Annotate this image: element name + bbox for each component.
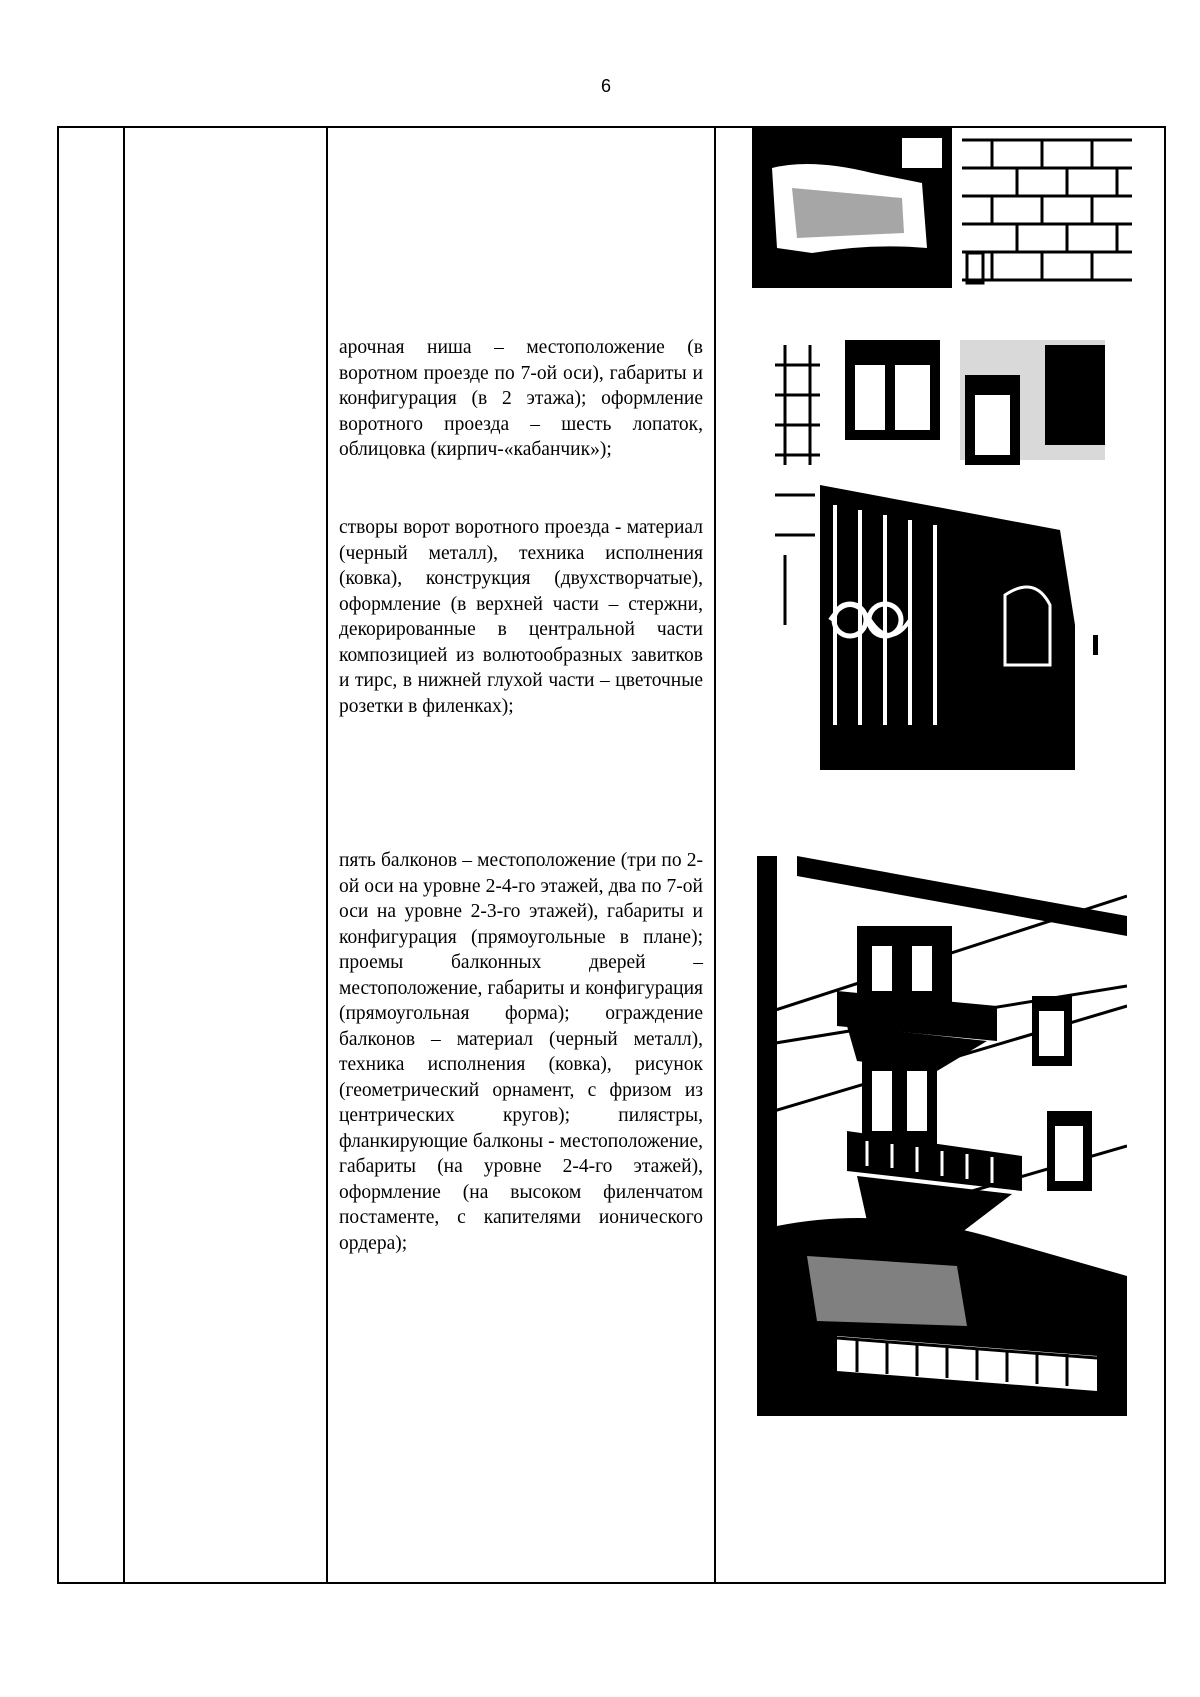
photo-niche-detail	[752, 128, 952, 288]
column-divider	[123, 128, 125, 1582]
description-arched-niche	[339, 335, 703, 463]
column-divider	[326, 128, 328, 1582]
description-balconies	[339, 848, 703, 1256]
description-text: пять балконов – местоположение (три по 2-ой оси на уровне 2-4-го этажей, два по 7-ой оси на уровне 2-3-го этажей), габариты и конфигурация (прямоугольные в плане); проемы балконных дверей – местоположение, габариты и конфигурация (прямоугольная форма); ограждение балконов – материал (черный металл), техника исполнения (ковка), рисунок (геометрический орнамент, с фризом из центрических кругов); пилястры, фланкирующие балконы - местоположение, габариты (на уровне 2-4-го этажей), оформление (на высоком филенчатом постаменте, с капителями ионического ордера);	[339, 850, 703, 1254]
description-text: створы ворот воротного проезда - материал (черный металл), техника исполнения (ковка), конструкция (двухстворчатые), оформление (в верхней части – стержни, декорированные в центральной части композицией из волютообразных завитков и тирс, в нижней глухой части – цветочные розетки в филенках);	[339, 517, 703, 717]
photo-gate-leaves	[775, 335, 1105, 770]
page-number: 6	[600, 76, 611, 96]
column-divider	[714, 128, 716, 1582]
photo-brick-cladding	[962, 128, 1132, 288]
description-gate-leaves	[339, 515, 703, 719]
description-text: арочная ниша – местоположение (в воротном проезде по 7-ой оси), габариты и конфигурация (в 2 этажа); оформление воротного проезда – шесть лопаток, облицовка (кирпич-«кабанчик»);	[339, 337, 703, 460]
photo-balconies	[757, 856, 1127, 1416]
